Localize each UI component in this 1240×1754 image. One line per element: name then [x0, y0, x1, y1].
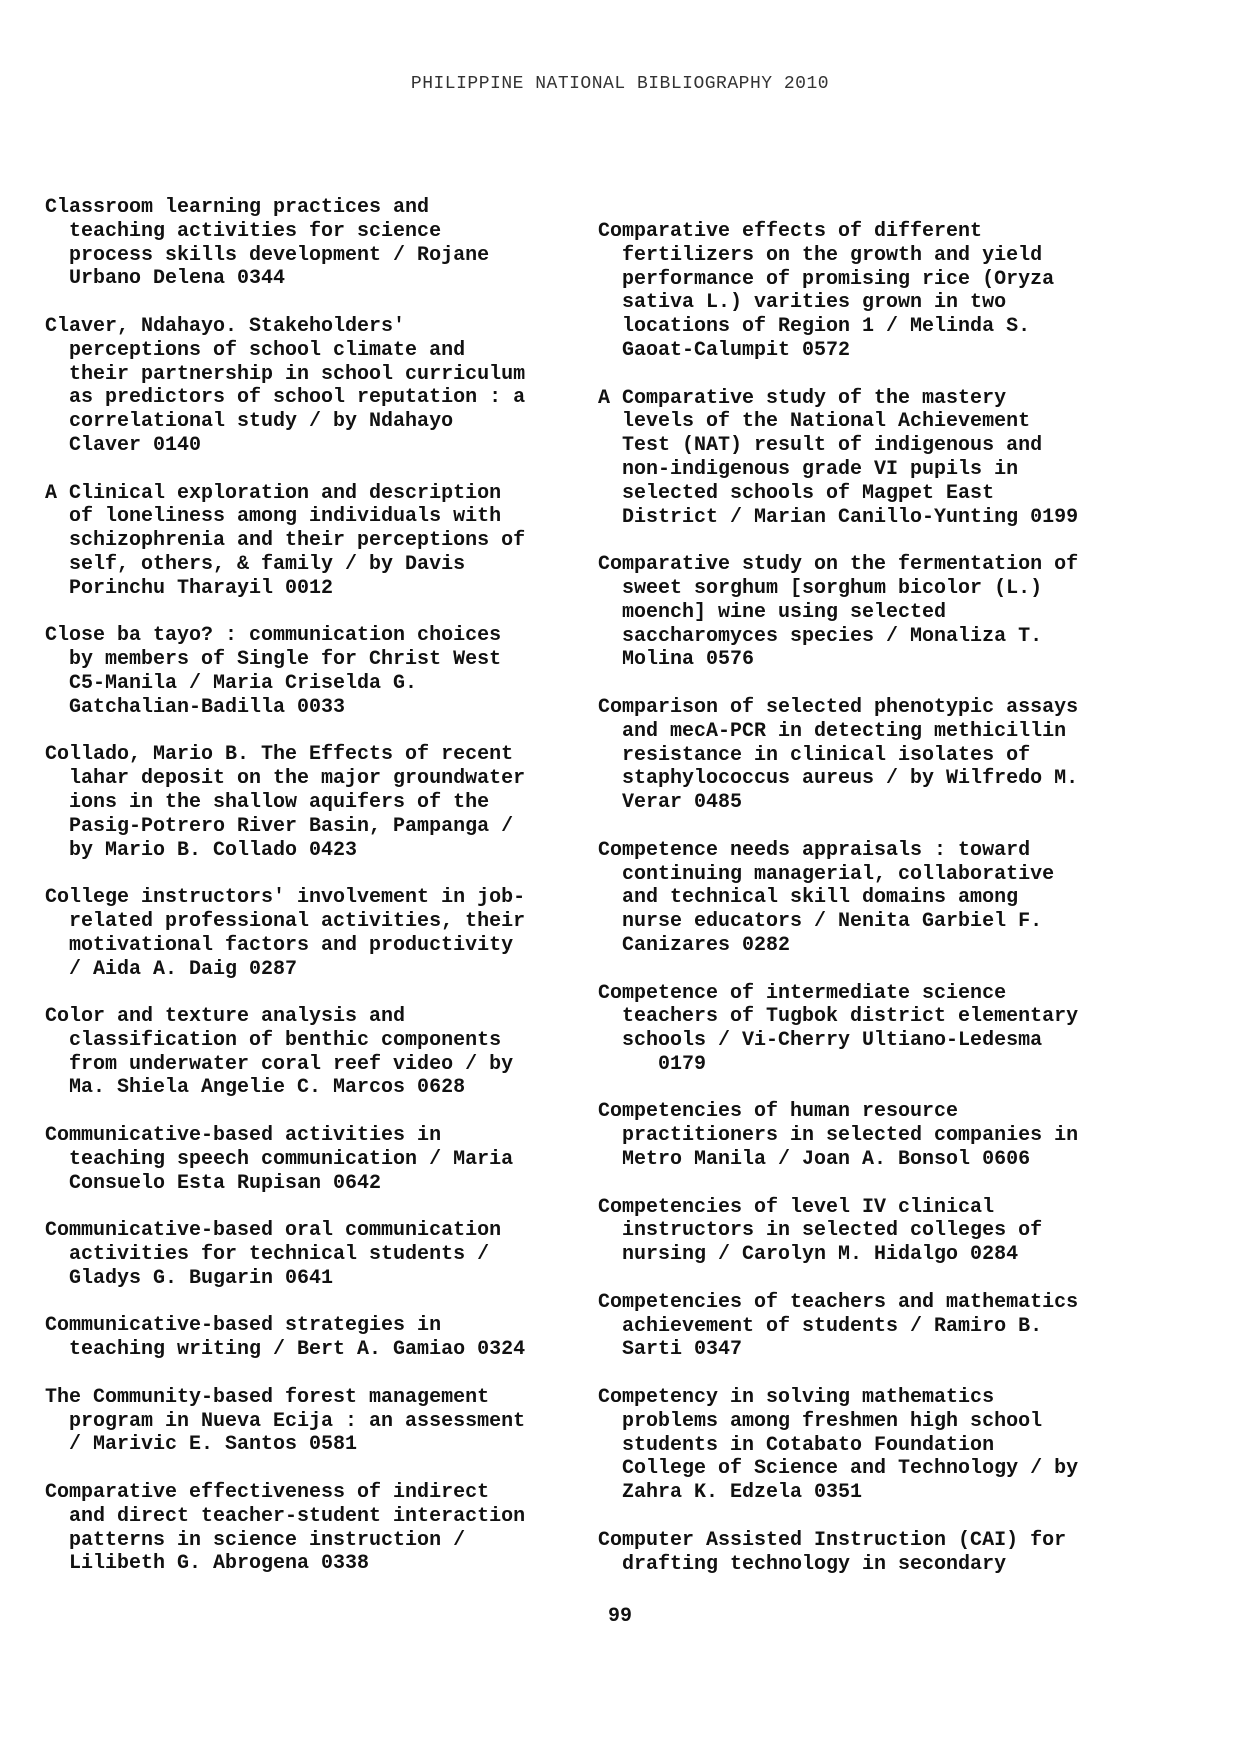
left-column: [45, 196, 575, 1600]
bibliography-entry: Comparative study on the fermentation of sweet sorghum [sorghum bicolor (L.) moench] wine using selected saccharomyces species / Monaliza T. Molina 0576: [598, 553, 1079, 672]
bibliography-entry: College instructors' involvement in job- related professional activities, their motivational factors and productivity / Aida A. Daig 0287: [45, 886, 526, 981]
bibliography-entry: Competencies of human resource practitioners in selected companies in Metro Manila / Joan A. Bonsol 0606: [598, 1100, 1079, 1172]
bibliography-entry: Communicative-based oral communication activities for technical students / Gladys G. Bugarin 0641: [45, 1219, 502, 1290]
bibliography-entry: Communicative-based strategies in teaching writing / Bert A. Gamiao 0324: [45, 1314, 526, 1362]
page-header: PHILIPPINE NATIONAL BIBLIOGRAPHY 2010: [410, 74, 830, 94]
bibliography-entry: Close ba tayo? : communication choices by members of Single for Christ West C5-Manila / Maria Criselda G. Gatchalian-Badilla 0033: [45, 624, 502, 719]
bibliography-entry: The Community-based forest management program in Nueva Ecija : an assessment / Marivic E. Santos 0581: [45, 1385, 526, 1457]
bibliography-entry: Competence of intermediate science teachers of Tugbok district elementary schools / Vi-Cherry Ultiano-Ledesma 0179: [598, 981, 1079, 1076]
bibliography-entry: Competencies of level IV clinical instructors in selected colleges of nursing / Carolyn M. Hidalgo 0284: [598, 1195, 1043, 1267]
bibliography-entry: Communicative-based activities in teaching speech communication / Maria Consuelo Esta Rupisan 0642: [45, 1124, 514, 1195]
bibliography-entry: Comparative effectiveness of indirect and direct teacher-student interaction patterns in science instruction / Lilibeth G. Abrogena 0338: [45, 1481, 526, 1576]
bibliography-entry: Color and texture analysis and classification of benthic components from underwater coral reef video / by Ma. Shiela Angelie C. Marcos 0628: [45, 1005, 514, 1100]
bibliography-entry: Classroom learning practices and teaching activities for science process skills development / Rojane Urbano Delena 0344: [45, 196, 490, 291]
bibliography-entry: Competence needs appraisals : toward continuing managerial, collaborative and technical skill domains among nurse educators / Nenita Garbiel F. Canizares 0282: [598, 838, 1055, 957]
bibliography-entry: Comparative effects of different fertilizers on the growth and yield performance of promising rice (Oryza sativa L.) varities grown in two locations of Region 1 / Melinda S. Gaoat-Calumpit 0572: [598, 220, 1055, 362]
bibliography-entry: Computer Assisted Instruction (CAI) for drafting technology in secondary: [598, 1528, 1067, 1576]
right-column: [598, 220, 1128, 1600]
bibliography-entry: Competencies of teachers and mathematics achievement of students / Ramiro B. Sarti 0347: [598, 1290, 1079, 1362]
bibliography-entry: A Comparative study of the mastery levels of the National Achievement Test (NAT) result of indigenous and non-indigenous grade VI pupils in selected schools of Magpet East District / Marian Canillo-Yunting 0199: [598, 386, 1079, 529]
bibliography-entry: Comparison of selected phenotypic assays and mecA-PCR in detecting methicillin resistance in clinical isolates of staphylococcus aureus / by Wilfredo M. Verar 0485: [598, 695, 1079, 815]
bibliography-entry: Competency in solving mathematics problems among freshmen high school students in Cotabato Foundation College of Science and Technology / by Zahra K. Edzela 0351: [598, 1386, 1079, 1505]
bibliography-entry: A Clinical exploration and description of loneliness among individuals with schizophrenia and their perceptions of self, others, & family / by Davis Porinchu Tharayil 0012: [45, 481, 526, 600]
bibliography-entry: Collado, Mario B. The Effects of recent lahar deposit on the major groundwater ions in the shallow aquifers of the Pasig-Potrero River Basin, Pampanga / by Mario B. Collado 0423: [45, 743, 526, 862]
bibliography-entry: Claver, Ndahayo. Stakeholders' perceptions of school climate and their partnership in school curriculum as predictors of school reputation : a correlational study / by Ndahayo Claver 0140: [45, 314, 526, 457]
page-number: 99: [607, 1605, 632, 1628]
